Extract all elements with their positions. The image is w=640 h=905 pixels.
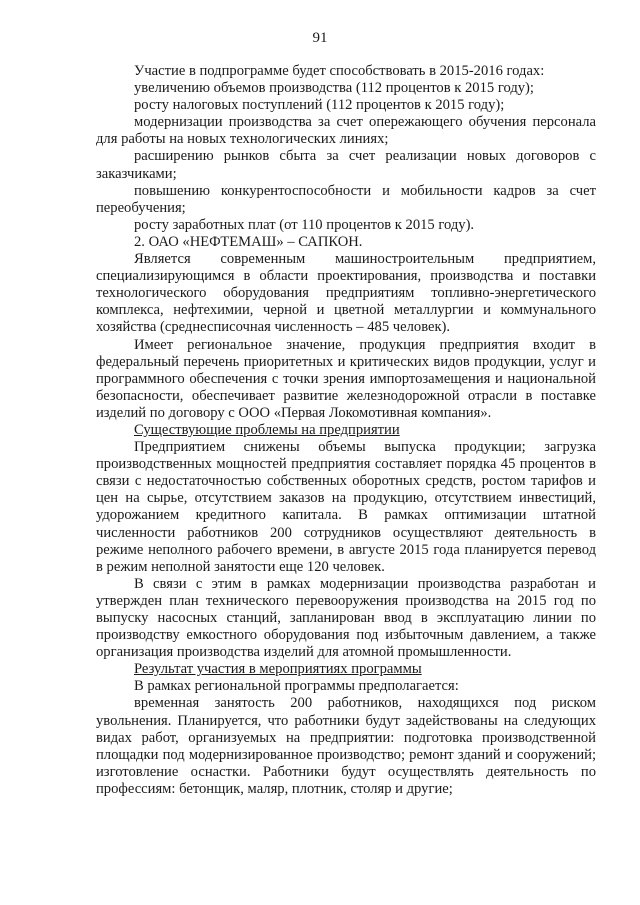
list-item-production: увеличению объемов производства (112 процентов к 2015 году); <box>134 80 534 97</box>
paragraph-temporary-employment: временная занятость 200 работников, находящихся под риском увольнения. Планируется, что работники будут задействованы на следующих видах работ, организуемых на предприятии: подготовка производственной площадки под модернизированное производство; ремонт зданий и сооружений; изготовление оснастки. Работники будут осуществлять деятельность по профессиям: бетонщик, маляр, плотник, столяр и другие; <box>96 695 596 797</box>
list-item-competitiveness: повышению конкурентоспособности и мобильности кадров за счет переобучения; <box>96 182 596 216</box>
list-item-tax: росту налоговых поступлений (112 процентов к 2015 году); <box>134 97 505 114</box>
paragraph-modernization-plan: В связи с этим в рамках модернизации производства разработан и утвержден план технического перевооружения производства на 2015 год по выпуску насосных станций, запланирован ввод в эксплуатацию линии по производству емкостного оборудования под избыточным давлением, а также организация производства изделий для атомной промышленности. <box>96 575 596 661</box>
paragraph-regional-program: В рамках региональной программы предполагается: <box>134 678 459 695</box>
paragraph-regional-significance: Имеет региональное значение, продукция предприятия входит в федеральный перечень приоритетных и критических видов продукции, услуг и программного обеспечения с точки зрения импортозамещения и национальной безопасности, обеспечивает развитие железнодорожной отрасли в поставке изделий по договору с ООО «Первая Локомотивная компания». <box>96 336 596 421</box>
paragraph-company-profile: Является современным машиностроительным предприятием, специализирующимся в области проектирования, производства и поставки технологического оборудования предприятиям топливно-энергетического комплекса, нефтехимии, черной и цветной металлургии и коммунального хозяйства (среднесписочная численность – 485 человек). <box>96 251 596 336</box>
paragraph-intro: Участие в подпрограмме будет способствовать в 2015-2016 годах: <box>134 63 545 79</box>
list-item-wages: росту заработных плат (от 110 процентов к 2015 году). <box>134 216 475 233</box>
page-body <box>96 63 596 798</box>
section-title-neftemash: 2. ОАО «НЕФТЕМАШ» – САПКОН. <box>134 233 363 250</box>
list-item-modernization: модернизации производства за счет опережающего обучения персонала для работы на новых технологических линиях; <box>96 114 596 148</box>
list-item-markets: расширению рынков сбыта за счет реализации новых договоров с заказчиками; <box>96 148 596 182</box>
page-number: 91 <box>312 30 328 46</box>
heading-participation-result: Результат участия в мероприятиях программы <box>134 661 422 678</box>
heading-existing-problems: Существующие проблемы на предприятии <box>134 421 400 438</box>
paragraph-problems: Предприятием снижены объемы выпуска продукции; загрузка производственных мощностей предприятия составляет порядка 45 процентов в связи с недостаточностью собственных оборотных средств, ростом тарифов и цен на сырье, отсутствием заказов на продукцию, отсутствием инвестиций, удорожанием кредитного капитала. В рамках оптимизации штатной численности работников 200 сотрудников осуществляют деятельность в режиме неполного рабочего времени, в августе 2015 года планируется перевод в режим неполной занятости еще 120 человек. <box>96 439 596 575</box>
